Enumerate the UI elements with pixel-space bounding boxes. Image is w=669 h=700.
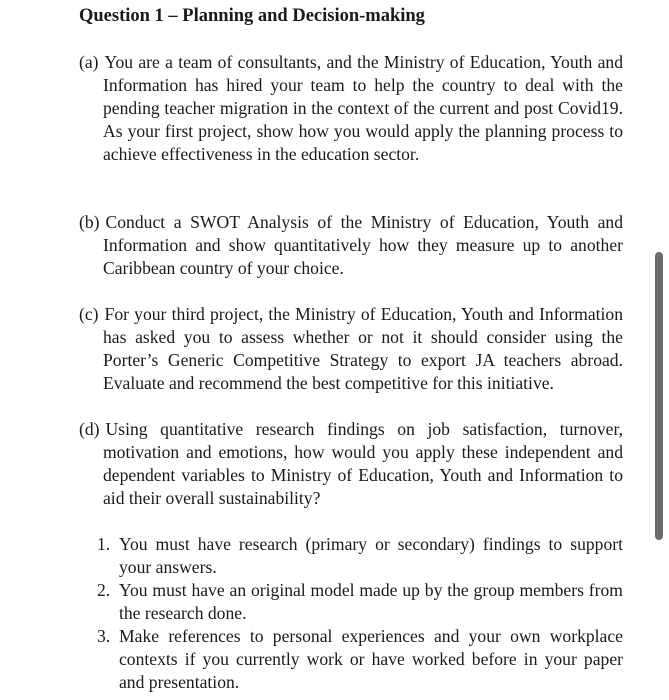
list-number: 1. [97, 534, 111, 554]
list-number: 2. [97, 580, 111, 600]
question-text: For your third project, the Ministry of Education, Youth and Information has asked you to assess whether or not it should consider using the Porter’s Generic Competitive Strategy to export JA teachers abroad. Evaluate and recommend the best competitive for this initiative. [103, 304, 623, 393]
question-heading: Question 1 – Planning and Decision-making [79, 6, 425, 26]
question-part-b [79, 211, 623, 280]
question-part-d [79, 418, 623, 510]
question-label: (d) [79, 419, 100, 439]
list-text: You must have research (primary or secondary) findings to support your answers. [119, 534, 623, 577]
list-number: 3. [97, 626, 111, 646]
list-item [97, 533, 623, 579]
question-part-a [79, 51, 623, 166]
list-item [97, 579, 623, 625]
vertical-scrollbar[interactable] [655, 252, 663, 540]
question-label: (b) [79, 212, 100, 232]
question-text: You are a team of consultants, and the Ministry of Education, Youth and Information has hired your team to help the country to deal with the pending teacher migration in the context of the current and post Covid19. As your first project, show how you would apply the planning process to achieve effectiveness in the education sector. [103, 52, 623, 164]
question-label: (a) [79, 52, 99, 72]
question-part-c [79, 303, 623, 395]
question-text: Conduct a SWOT Analysis of the Ministry of Education, Youth and Information and show quantitatively how they measure up to another Caribbean country of your choice. [103, 212, 623, 278]
question-text: Using quantitative research findings on job satisfaction, turnover, motivation and emotions, how would you apply these independent and dependent variables to Ministry of Education, Youth and Information to aid their overall sustainability? [103, 419, 623, 508]
question-label: (c) [79, 304, 99, 324]
list-text: You must have an original model made up by the group members from the research done. [119, 580, 623, 623]
list-item [97, 625, 623, 694]
list-text: Make references to personal experiences and your own workplace contexts if you currently work or have worked before in your paper and presentation. [119, 626, 623, 692]
